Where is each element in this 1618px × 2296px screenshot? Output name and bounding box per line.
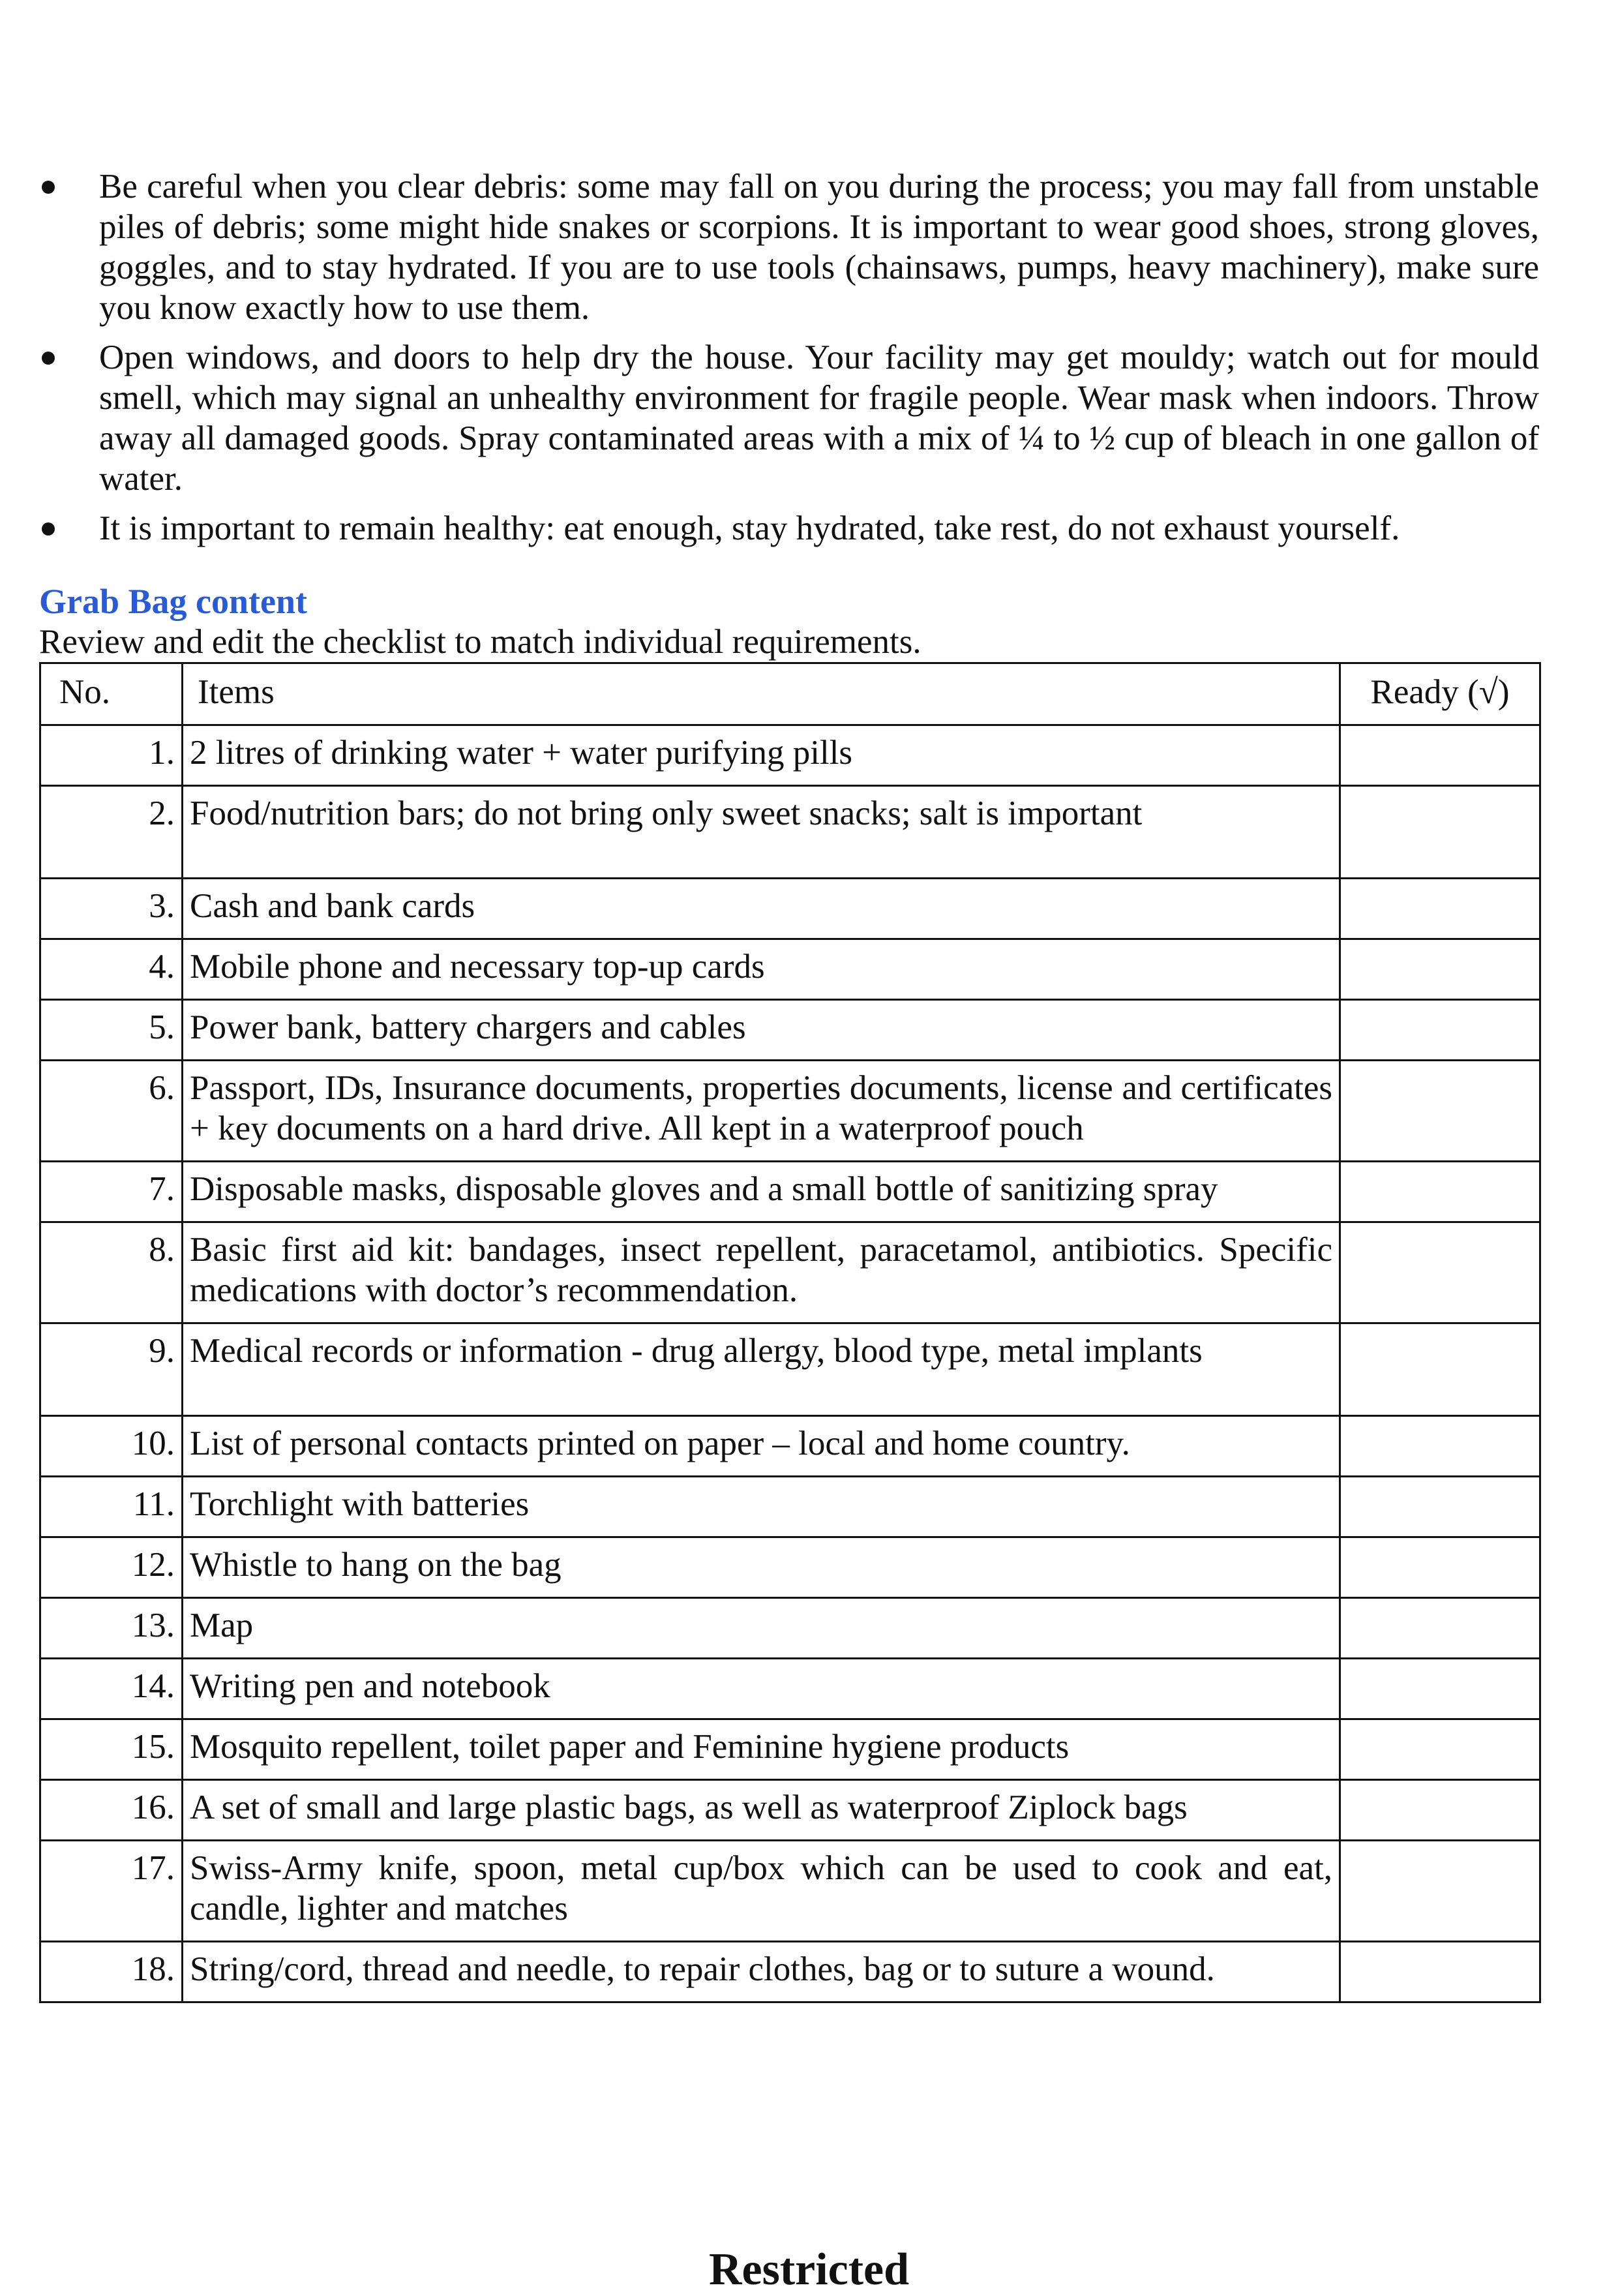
header-ready: Ready (√) — [1340, 663, 1540, 725]
row-item: 2 litres of drinking water + water purifying pills — [183, 725, 1340, 786]
header-items: Items — [183, 663, 1340, 725]
ready-cell[interactable] — [1340, 1323, 1540, 1416]
document-page — [39, 166, 1539, 2003]
grab-bag-checklist-table — [39, 662, 1541, 2003]
row-item: Basic first aid kit: bandages, insect repellent, paracetamol, antibiotics. Specific medications with doctor’s recommendation. — [183, 1222, 1340, 1323]
ready-cell[interactable] — [1340, 1000, 1540, 1061]
table-row — [40, 1780, 1540, 1841]
row-number: 14. — [40, 1659, 183, 1719]
ready-cell[interactable] — [1340, 1162, 1540, 1222]
classification-footer: Restricted — [708, 2244, 910, 2295]
row-item: Map — [183, 1598, 1340, 1659]
row-number: 4. — [40, 939, 183, 1000]
table-row — [40, 1222, 1540, 1323]
table-row — [40, 786, 1540, 879]
bullet-text: It is important to remain healthy: eat enough, stay hydrated, take rest, do not exhaust yourself. — [99, 509, 1400, 547]
table-row — [40, 879, 1540, 939]
ready-cell[interactable] — [1340, 1598, 1540, 1659]
ready-cell[interactable] — [1340, 1537, 1540, 1598]
row-number: 18. — [40, 1942, 183, 2002]
row-number: 16. — [40, 1780, 183, 1841]
row-item: Disposable masks, disposable gloves and a small bottle of sanitizing spray — [183, 1162, 1340, 1222]
table-row — [40, 1537, 1540, 1598]
bullet-dot-icon — [42, 352, 55, 365]
row-number: 15. — [40, 1719, 183, 1780]
row-item: Whistle to hang on the bag — [183, 1537, 1340, 1598]
row-item: Swiss-Army knife, spoon, metal cup/box which can be used to cook and eat, candle, lighter and matches — [183, 1841, 1340, 1942]
table-row — [40, 939, 1540, 1000]
ready-cell[interactable] — [1340, 1477, 1540, 1537]
row-number: 7. — [40, 1162, 183, 1222]
table-row — [40, 1719, 1540, 1780]
table-row — [40, 725, 1540, 786]
row-item: Food/nutrition bars; do not bring only sweet snacks; salt is important — [183, 786, 1340, 879]
row-number: 5. — [40, 1000, 183, 1061]
row-item: Cash and bank cards — [183, 879, 1340, 939]
row-number: 2. — [40, 786, 183, 879]
row-number: 13. — [40, 1598, 183, 1659]
table-row — [40, 1061, 1540, 1162]
table-row — [40, 1598, 1540, 1659]
ready-cell[interactable] — [1340, 1659, 1540, 1719]
row-item: Power bank, battery chargers and cables — [183, 1000, 1340, 1061]
ready-cell[interactable] — [1340, 1942, 1540, 2002]
ready-cell[interactable] — [1340, 939, 1540, 1000]
table-row — [40, 1416, 1540, 1477]
safety-bullet-list — [39, 166, 1539, 549]
table-row — [40, 1942, 1540, 2002]
row-number: 1. — [40, 725, 183, 786]
ready-cell[interactable] — [1340, 1719, 1540, 1780]
row-item: List of personal contacts printed on paper – local and home country. — [183, 1416, 1340, 1477]
row-item: Writing pen and notebook — [183, 1659, 1340, 1719]
bullet-dot-icon — [42, 181, 55, 194]
row-item: String/cord, thread and needle, to repair clothes, bag or to suture a wound. — [183, 1942, 1340, 2002]
row-number: 11. — [40, 1477, 183, 1537]
bullet-text: Open windows, and doors to help dry the house. Your facility may get mouldy; watch out for mould smell, which may signal an unhealthy environment for fragile people. Wear mask when indoors. Throw away all damaged goods. Spray contaminated areas with a mix of ¼ to ½ cup of bleach in one gallon of water. — [99, 339, 1539, 498]
row-number: 8. — [40, 1222, 183, 1323]
row-item: Torchlight with batteries — [183, 1477, 1340, 1537]
ready-cell[interactable] — [1340, 1841, 1540, 1942]
table-row — [40, 1323, 1540, 1416]
row-number: 9. — [40, 1323, 183, 1416]
header-number: No. — [40, 663, 183, 725]
bullet-dot-icon — [42, 522, 55, 536]
section-title: Grab Bag content — [39, 582, 307, 621]
table-row — [40, 1477, 1540, 1537]
table-row — [40, 1162, 1540, 1222]
bullet-item — [39, 508, 1539, 549]
row-item: Medical records or information - drug allergy, blood type, metal implants — [183, 1323, 1340, 1416]
bullet-item — [39, 166, 1539, 328]
bullet-text: Be careful when you clear debris: some may fall on you during the process; you may fall from unstable piles of debris; some might hide snakes or scorpions. It is important to wear good shoes, strong gloves, goggles, and to stay hydrated. If you are to use tools (chainsaws, pumps, heavy machinery), make sure you know exactly how to use them. — [99, 168, 1539, 327]
ready-cell[interactable] — [1340, 1780, 1540, 1841]
bullet-item — [39, 337, 1539, 499]
row-number: 3. — [40, 879, 183, 939]
table-row — [40, 1841, 1540, 1942]
table-row — [40, 1659, 1540, 1719]
row-item: A set of small and large plastic bags, as well as waterproof Ziplock bags — [183, 1780, 1340, 1841]
table-row — [40, 1000, 1540, 1061]
row-item: Mobile phone and necessary top-up cards — [183, 939, 1340, 1000]
row-item: Mosquito repellent, toilet paper and Feminine hygiene products — [183, 1719, 1340, 1780]
row-number: 6. — [40, 1061, 183, 1162]
row-number: 12. — [40, 1537, 183, 1598]
row-item: Passport, IDs, Insurance documents, properties documents, license and certificates + key documents on a hard drive. All kept in a waterproof pouch — [183, 1061, 1340, 1162]
ready-cell[interactable] — [1340, 725, 1540, 786]
row-number: 17. — [40, 1841, 183, 1942]
table-header-row — [40, 663, 1540, 725]
ready-cell[interactable] — [1340, 786, 1540, 879]
ready-cell[interactable] — [1340, 1061, 1540, 1162]
section-subtitle: Review and edit the checklist to match individual requirements. — [39, 623, 921, 661]
row-number: 10. — [40, 1416, 183, 1477]
ready-cell[interactable] — [1340, 879, 1540, 939]
ready-cell[interactable] — [1340, 1416, 1540, 1477]
ready-cell[interactable] — [1340, 1222, 1540, 1323]
